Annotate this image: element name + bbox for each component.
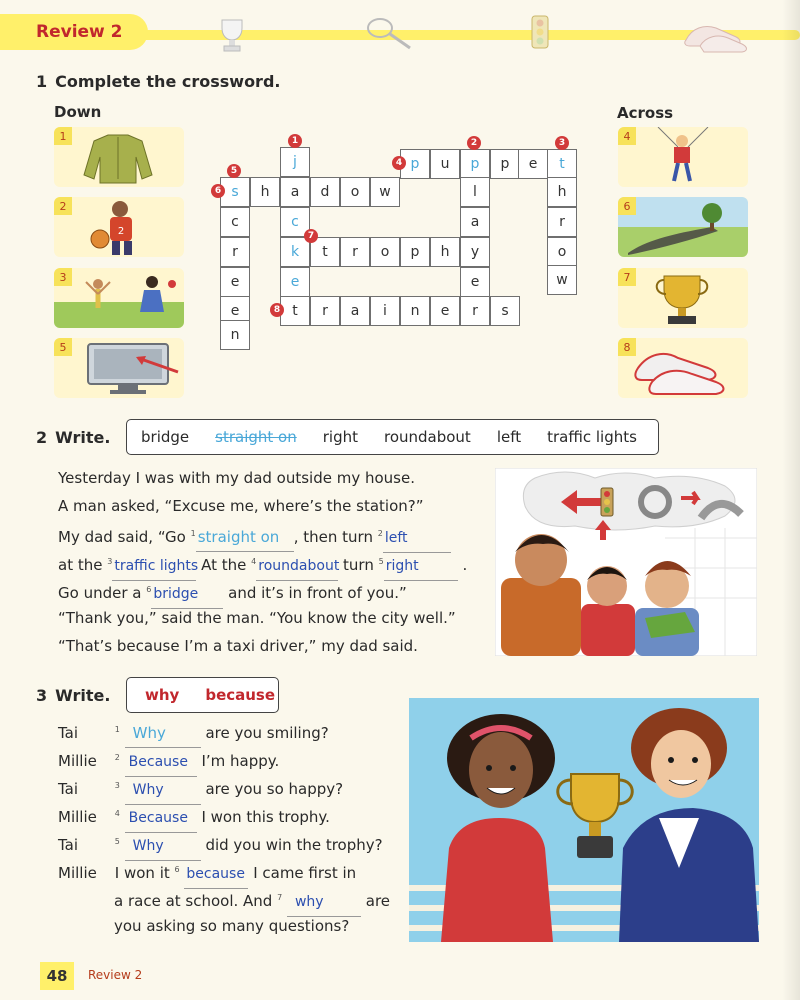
crossword-cell[interactable]: o	[547, 237, 577, 267]
crossword-number-6: 6	[211, 184, 225, 198]
story-text: at the	[58, 556, 103, 574]
dialogue-text: a race at school. And	[114, 892, 273, 910]
crossword-cell[interactable]: l	[460, 177, 490, 207]
answer-blank-6[interactable]: bridge	[151, 580, 223, 609]
dialogue-text: I came first in	[253, 864, 357, 882]
speaker-name: Millie	[58, 864, 97, 882]
clue-number: 4	[618, 127, 636, 145]
ex2-instruction: Write.	[55, 428, 111, 447]
crossword-number-1: 1	[288, 134, 302, 148]
crossword-cell[interactable]: i	[370, 296, 400, 326]
crossword-cell[interactable]: r	[460, 296, 490, 326]
story-line-2: A man asked, “Excuse me, where’s the station?”	[58, 497, 424, 515]
crossword-cell[interactable]: t	[547, 149, 577, 179]
answer-blank-4[interactable]: roundabout	[256, 552, 338, 581]
crossword-cell[interactable]: e	[220, 267, 250, 297]
word-traffic-lights: traffic lights	[547, 428, 637, 446]
ex3-number: 3	[36, 686, 48, 705]
story-line-4: at the $^3$ traffic lights At the $^4$ roundabout turn $^5$ right .	[58, 548, 467, 581]
crossword-cell[interactable]: a	[340, 296, 370, 326]
ex3-instruction: Write.	[55, 686, 111, 705]
story-text: At the	[201, 556, 247, 574]
speaker-name: Millie	[58, 752, 97, 770]
crossword-number-7: 7	[304, 229, 318, 243]
crossword-cell[interactable]: a	[460, 207, 490, 237]
directions-illustration	[495, 468, 757, 656]
ex2-word-box	[126, 419, 659, 455]
crossword-number-4: 4	[392, 156, 406, 170]
crossword-cell[interactable]: p	[490, 149, 520, 179]
crossword-cell[interactable]: s	[220, 177, 250, 207]
dialogue-blank-4[interactable]: Because	[125, 804, 197, 833]
svg-text:2: 2	[117, 226, 125, 237]
speaker-name: Millie	[58, 808, 97, 826]
dialogue-blank-3[interactable]: Why	[125, 776, 201, 805]
ex2-number: 2	[36, 428, 48, 447]
word-straight-on: straight on	[215, 428, 297, 446]
blank-number: 7	[277, 893, 283, 902]
clue-number: 1	[54, 127, 72, 145]
crossword-cell[interactable]: e	[518, 149, 548, 179]
story-line-7: “That’s because I’m a taxi driver,” my dad said.	[58, 637, 418, 655]
crossword-number-2: 2	[467, 136, 481, 150]
dialogue-text: did you win the trophy?	[205, 836, 383, 854]
dialogue-blank-5[interactable]: Why	[125, 832, 201, 861]
crossword-cell[interactable]: c	[280, 207, 310, 237]
crossword-number-8: 8	[270, 303, 284, 317]
trophy-conversation-illustration	[409, 698, 759, 942]
word-left: left	[496, 428, 522, 446]
dialogue-text: I’m happy.	[201, 752, 280, 770]
down-label: Down	[54, 103, 102, 121]
answer-blank-1[interactable]: straight on	[196, 523, 294, 552]
crossword-number-3: 3	[555, 136, 569, 150]
blank-number: 1	[114, 725, 120, 734]
crossword-cell[interactable]: p	[400, 237, 430, 267]
ex3-word-box	[126, 677, 279, 713]
story-line-3: My dad said, “Go $^1$ straight on , then turn $^2$ left	[58, 520, 451, 553]
dialogue-blank-7[interactable]: why	[287, 888, 361, 917]
crossword-cell[interactable]: t	[310, 237, 340, 267]
word-bridge: bridge	[141, 428, 190, 446]
story-line-5: Go under a $^6$ bridge and it’s in front of you.”	[58, 576, 407, 609]
crossword-cell[interactable]: r	[310, 296, 340, 326]
word-because: because	[205, 686, 276, 704]
blank-number: 3	[114, 781, 120, 790]
crossword-cell[interactable]: h	[547, 177, 577, 207]
ex2-heading	[36, 428, 110, 447]
clue-number: 7	[618, 268, 636, 286]
clue-number: 8	[618, 338, 636, 356]
crossword-cell[interactable]: y	[460, 237, 490, 267]
dialogue-text: I won it	[114, 864, 170, 882]
crossword-cell[interactable]: n	[220, 320, 250, 350]
crossword-cell[interactable]: h	[430, 237, 460, 267]
story-line-1: Yesterday I was with my dad outside my house.	[58, 469, 415, 487]
crossword-cell[interactable]: c	[220, 207, 250, 237]
blank-number: 4	[114, 809, 120, 818]
crossword-cell[interactable]: o	[370, 237, 400, 267]
crossword-cell[interactable]: e	[430, 296, 460, 326]
story-text: turn	[343, 556, 374, 574]
dialogue-text: are you smiling?	[205, 724, 329, 742]
crossword-cell[interactable]: p	[400, 149, 430, 179]
crossword-cell[interactable]: n	[400, 296, 430, 326]
clue-number: 3	[54, 268, 72, 286]
crossword-cell[interactable]: h	[250, 177, 280, 207]
answer-blank-3[interactable]: traffic lights	[112, 552, 196, 581]
dialogue-blank-2[interactable]: Because	[125, 748, 197, 777]
crossword-cell[interactable]: s	[490, 296, 520, 326]
crossword-cell[interactable]: r	[220, 237, 250, 267]
speaker-name: Tai	[58, 724, 79, 742]
crossword-cell[interactable]: k	[280, 237, 310, 267]
crossword-cell[interactable]: w	[547, 265, 577, 295]
dialogue-text: are you so happy?	[205, 780, 344, 798]
answer-blank-2[interactable]: left	[383, 524, 451, 553]
word-right: right	[322, 428, 358, 446]
page-number: 48	[40, 962, 74, 990]
dialogue-blank-6[interactable]: because	[184, 860, 248, 889]
blank-number: 2	[114, 753, 120, 762]
crossword-cell[interactable]: e	[460, 267, 490, 297]
story-text: Go under a	[58, 584, 142, 602]
dialogue-text: are	[365, 892, 391, 910]
word-roundabout: roundabout	[383, 428, 471, 446]
clue-number: 6	[618, 197, 636, 215]
crossword-cell[interactable]: o	[340, 177, 370, 207]
ex3-heading	[36, 686, 110, 705]
crossword-number-5: 5	[227, 164, 241, 178]
review-title: Review 2	[0, 14, 148, 50]
story-text: My dad said, “Go	[58, 528, 186, 546]
blank-number: 6	[174, 865, 180, 874]
speaker-name: Tai	[58, 836, 79, 854]
crossword-cell[interactable]: a	[280, 177, 310, 207]
speaker-name: Tai	[58, 780, 79, 798]
ex1-instruction: Complete the crossword.	[55, 72, 281, 91]
answer-blank-5[interactable]: right	[384, 552, 458, 581]
word-why: why	[145, 686, 180, 704]
footer-label: Review 2	[88, 968, 143, 982]
crossword-cell[interactable]: w	[370, 177, 400, 207]
crossword-cell[interactable]: p	[460, 149, 490, 179]
crossword-cell[interactable]: r	[547, 207, 577, 237]
crossword-cell[interactable]: r	[340, 237, 370, 267]
story-text: , then turn	[293, 528, 373, 546]
crossword-cell[interactable]: e	[220, 296, 250, 326]
crossword-cell[interactable]: d	[310, 177, 340, 207]
crossword-cell[interactable]: e	[280, 267, 310, 297]
crossword-cell[interactable]: u	[430, 149, 460, 179]
across-label: Across	[617, 104, 674, 122]
ex1-number: 1	[36, 72, 48, 91]
crossword-cell[interactable]: j	[280, 147, 310, 177]
story-text: and it’s in front of you.”	[228, 584, 407, 602]
crossword-grid	[0, 0, 800, 420]
clue-number: 5	[54, 338, 72, 356]
dialogue-blank-1[interactable]: Why	[125, 719, 201, 748]
crossword-cell[interactable]: t	[280, 296, 310, 326]
story-line-6: “Thank you,” said the man. “You know the city well.”	[58, 609, 456, 627]
blank-number: 5	[114, 837, 120, 846]
clue-number: 2	[54, 197, 72, 215]
dialogue-text: I won this trophy.	[201, 808, 330, 826]
story-text: .	[462, 556, 468, 574]
page-edge-shade	[782, 0, 800, 1000]
dialogue-row-8: you asking so many questions?	[114, 917, 350, 935]
